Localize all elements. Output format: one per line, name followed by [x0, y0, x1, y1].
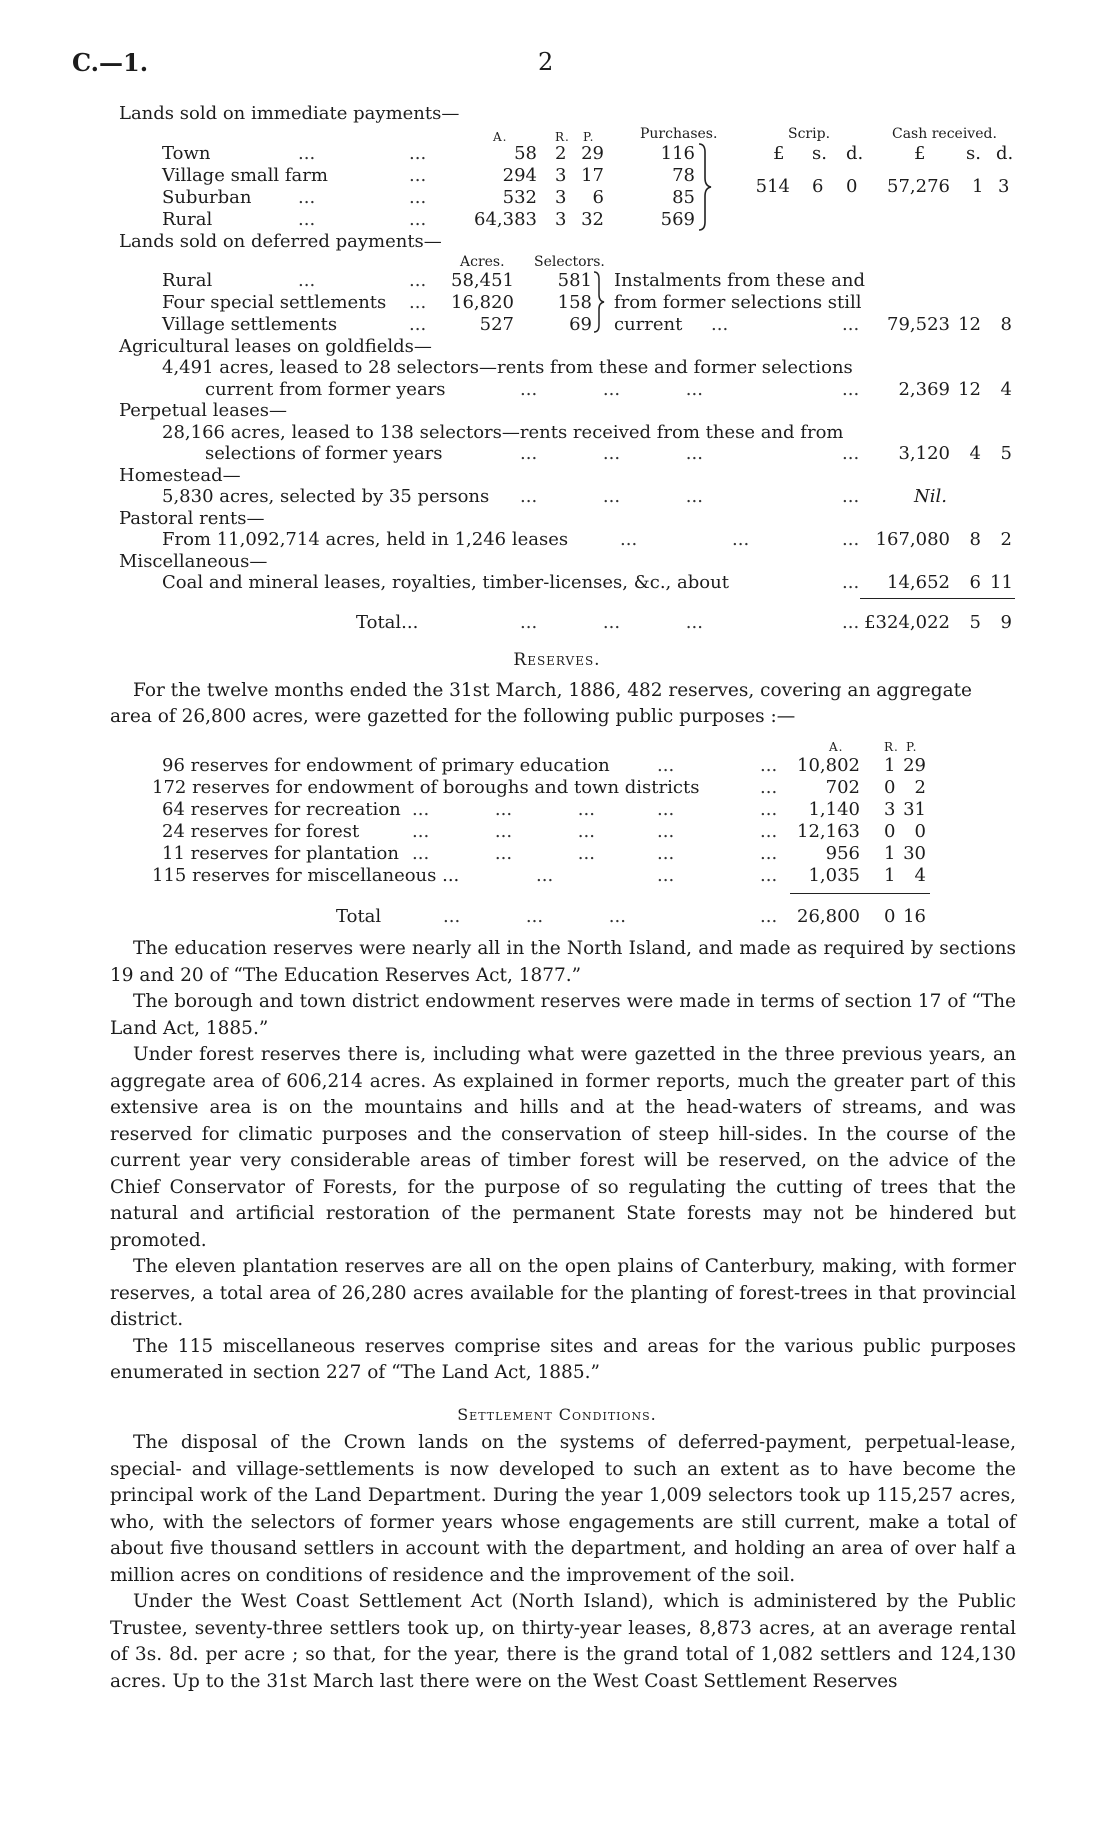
- leader-dots: ...: [760, 821, 778, 842]
- leader-dots: ...: [657, 755, 675, 776]
- row-label: 24 reserves for forest: [162, 821, 360, 842]
- row-label: Town: [162, 143, 211, 164]
- leader-dots: ...: [760, 843, 778, 864]
- acres: 12,163: [797, 821, 860, 842]
- purchases: 116: [660, 143, 695, 164]
- acres: 527: [479, 314, 514, 335]
- total-pence: 9: [1000, 612, 1012, 633]
- perches: 4: [914, 865, 926, 886]
- deferred-note-2: from former selections still: [614, 292, 862, 313]
- leader-dots: ... ... ...: [520, 486, 703, 507]
- leader-dots: ...: [842, 314, 860, 335]
- paragraph: The 115 miscellaneous reserves comprise sites and areas for the various public purposes enumerated in section 227 of “The Land Act, 1885.”: [110, 1335, 1016, 1383]
- acres: 702: [825, 777, 860, 798]
- row-label: Suburban: [162, 187, 252, 208]
- misc-pence: 11: [990, 572, 1013, 593]
- leader-dots: ...: [409, 314, 427, 335]
- leader-dots: ...: [842, 572, 860, 593]
- total-label: Total...: [356, 612, 419, 633]
- leader-dots: ...: [409, 209, 427, 230]
- page-number: 2: [538, 48, 554, 76]
- res-col-p: P.: [906, 740, 918, 754]
- col-scrip: Scrip.: [788, 126, 831, 142]
- agricultural-line2: current from former years: [205, 379, 446, 400]
- perpetual-title: Perpetual leases—: [119, 400, 288, 421]
- reserves-total-roods: 0: [884, 906, 896, 927]
- body-paragraphs: [110, 936, 1016, 1387]
- perches: 32: [581, 209, 604, 230]
- perches: 2: [914, 777, 926, 798]
- total-pounds: £324,022: [864, 612, 950, 633]
- misc-line1: Coal and mineral leases, royalties, timber-licenses, &c., about: [162, 572, 729, 593]
- scrip-pence: d.: [846, 143, 864, 164]
- deferred-note-3: current: [614, 314, 683, 335]
- reserves-total-label: Total: [336, 906, 382, 927]
- perches: 6: [592, 187, 604, 208]
- misc-shillings: 6: [969, 572, 981, 593]
- homestead-amount: Nil.: [914, 486, 947, 507]
- leader-dots: ... ... ...: [412, 843, 595, 864]
- deferred-pence: 8: [1000, 314, 1012, 335]
- leader-dots: ...: [620, 529, 638, 550]
- perpetual-shillings: 4: [969, 443, 981, 464]
- row-label: 11 reserves for plantation: [162, 843, 399, 864]
- row-label: 172 reserves for endowment of boroughs and town districts: [152, 777, 700, 798]
- leader-dots: ... ... ...: [520, 443, 703, 464]
- leader-dots: ...: [298, 209, 316, 230]
- leader-dots: ... ... ...: [520, 379, 703, 400]
- scrip-pence-val: 0: [846, 176, 858, 197]
- misc-title: Miscellaneous—: [119, 551, 268, 572]
- immediate-title: Lands sold on immediate payments—: [119, 103, 460, 124]
- selectors: 69: [569, 314, 592, 335]
- pastoral-title: Pastoral rents—: [119, 508, 265, 529]
- acres: 58,451: [451, 270, 514, 291]
- row-label: Rural: [162, 209, 213, 230]
- leader-dots: ...: [298, 270, 316, 291]
- deferred-pounds: 79,523: [887, 314, 950, 335]
- leader-dots: ...: [409, 187, 427, 208]
- acres: 64,383: [474, 209, 537, 230]
- roods: 2: [555, 143, 567, 164]
- pastoral-pence: 2: [1000, 529, 1012, 550]
- leader-dots: ...: [760, 865, 778, 886]
- agricultural-title: Agricultural leases on goldfields—: [119, 336, 432, 357]
- roods: 3: [555, 187, 567, 208]
- reserves-total-perches: 16: [903, 906, 926, 927]
- agricultural-line1: 4,491 acres, leased to 28 selectors—rents from these and former selections: [162, 357, 853, 378]
- leader-dots: ...: [409, 143, 427, 164]
- row-label: 64 reserves for recreation: [162, 799, 401, 820]
- leader-dots: ... ... ...: [412, 821, 595, 842]
- paragraph: The eleven plantation reserves are all on the open plains of Canterbury, making, with former reserves, a total area of 26,280 acres available for the planting of forest-trees in that provincial district.: [110, 1256, 1016, 1330]
- leader-dots: ...: [842, 486, 860, 507]
- reserves-intro-2: area of 26,800 acres, were gazetted for the following public purposes :—: [110, 706, 796, 727]
- leader-dots: ...: [657, 843, 675, 864]
- paragraph: The disposal of the Crown lands on the systems of deferred-payment, perpetual-lease, special- and village-settlements is now developed to such an extent as to have become the principal work of the Land Department. During the year 1,009 selectors took up 115,257 acres, who, with the selectors of former years whose engagements are still current, make a total of about five thousand settlers in account with the department, and holding an area of over half a million acres on conditions of residence and the improvement of the soil.: [110, 1432, 1016, 1586]
- leader-dots: ...: [732, 529, 750, 550]
- res-col-a: A.: [829, 740, 844, 754]
- row-label: Rural: [162, 270, 213, 291]
- total-rule: [860, 598, 1015, 599]
- row-label: Village settlements: [162, 314, 338, 335]
- acres: 532: [502, 187, 537, 208]
- col-p: P.: [583, 130, 595, 144]
- homestead-line1: 5,830 acres, selected by 35 persons: [162, 486, 490, 507]
- reserves-total-rule: [790, 893, 930, 894]
- leader-dots: ...: [842, 379, 860, 400]
- pastoral-shillings: 8: [969, 529, 981, 550]
- leader-dots: ...: [536, 865, 554, 886]
- total-shillings: 5: [969, 612, 981, 633]
- leader-dots: ...: [842, 443, 860, 464]
- roods: 3: [884, 799, 896, 820]
- homestead-title: Homestead—: [119, 465, 241, 486]
- perches: 30: [903, 843, 926, 864]
- paragraph: The education reserves were nearly all in the North Island, and made as required by sections 19 and 20 of “The Education Reserves Act, 1877.”: [110, 938, 1016, 986]
- leader-dots: ...: [657, 821, 675, 842]
- purchases: 78: [672, 165, 695, 186]
- reserves-total-acres: 26,800: [797, 906, 860, 927]
- leader-dots: ...: [409, 165, 427, 186]
- roods: 1: [884, 755, 896, 776]
- pastoral-line1: From 11,092,714 acres, held in 1,246 leases: [162, 529, 569, 550]
- leader-dots: ...: [409, 270, 427, 291]
- selectors: 581: [557, 270, 592, 291]
- settlement-heading: Settlement Conditions.: [457, 1405, 657, 1424]
- paragraph: The borough and town district endowment reserves were made in terms of section 17 of “The Land Act, 1885.”: [110, 991, 1016, 1039]
- cash-pounds: 57,276: [887, 176, 950, 197]
- perpetual-pounds: 3,120: [898, 443, 950, 464]
- perpetual-pence: 5: [1000, 443, 1012, 464]
- roods: 1: [884, 865, 896, 886]
- deferred-title: Lands sold on deferred payments—: [119, 231, 442, 252]
- col-purchases: Purchases.: [640, 126, 718, 142]
- acres: 956: [825, 843, 860, 864]
- leader-dots: ...: [409, 292, 427, 313]
- leader-dots: ... ... ...: [443, 906, 626, 927]
- acres: 16,820: [451, 292, 514, 313]
- perches: 29: [581, 143, 604, 164]
- agricultural-pounds: 2,369: [898, 379, 950, 400]
- leader-dots: ...: [298, 143, 316, 164]
- deferred-shillings: 12: [958, 314, 981, 335]
- leader-dots: ...: [657, 865, 675, 886]
- purchases: 569: [660, 209, 695, 230]
- col-selectors: Selectors.: [534, 254, 605, 270]
- paragraph: Under the West Coast Settlement Act (North Island), which is administered by the Public Trustee, seventy-three settlers took up, on thirty-year leases, 8,873 acres, at an average rental of 3s. 8d. per acre ; so that, for the year, there is the grand total of 1,082 settlers and 124,130 acres. Up to the 31st March last there were on the West Coast Settlement Reserves: [110, 1591, 1016, 1692]
- document-reference: C.—1.: [72, 48, 149, 77]
- perpetual-line1: 28,166 acres, leased to 138 selectors—rents received from these and from: [162, 422, 844, 443]
- perches: 29: [903, 755, 926, 776]
- leader-dots: ...: [657, 799, 675, 820]
- acres: 1,035: [808, 865, 860, 886]
- col-a: A.: [493, 130, 508, 144]
- cash-pence-val: 3: [998, 176, 1010, 197]
- selectors: 158: [557, 292, 592, 313]
- roods: 0: [884, 821, 896, 842]
- perches: 0: [914, 821, 926, 842]
- cash-shillings: 1: [972, 176, 984, 197]
- leader-dots: ...: [760, 777, 778, 798]
- leader-dots: ...: [842, 529, 860, 550]
- row-label: 96 reserves for endowment of primary education: [162, 755, 610, 776]
- scrip-shilling: s.: [812, 143, 827, 164]
- roods: 3: [555, 165, 567, 186]
- reserves-intro-1: For the twelve months ended the 31st March, 1886, 482 reserves, covering an aggregate: [133, 680, 973, 701]
- deferred-note-1: Instalments from these and: [614, 270, 865, 291]
- col-r: R.: [555, 130, 570, 144]
- leader-dots: ... ... ...: [520, 612, 703, 633]
- selectors-brace: [592, 268, 608, 336]
- agricultural-pence: 4: [1000, 379, 1012, 400]
- row-label: 115 reserves for miscellaneous ...: [152, 865, 460, 886]
- purchases-brace: [697, 140, 715, 234]
- roods: 1: [884, 843, 896, 864]
- leader-dots: ...: [711, 314, 729, 335]
- col-cash: Cash received.: [892, 126, 997, 142]
- scrip-shillings: 6: [812, 176, 824, 197]
- reserves-heading: Reserves.: [513, 650, 601, 670]
- acres: 294: [502, 165, 537, 186]
- scrip-pound: £: [773, 143, 785, 164]
- leader-dots: ... ... ...: [412, 799, 595, 820]
- leader-dots: ...: [298, 187, 316, 208]
- pastoral-pounds: 167,080: [875, 529, 950, 550]
- purchases: 85: [672, 187, 695, 208]
- cash-shilling: s.: [966, 143, 981, 164]
- leader-dots: ...: [760, 799, 778, 820]
- perches: 31: [903, 799, 926, 820]
- acres: 10,802: [797, 755, 860, 776]
- scrip-pounds: 514: [755, 176, 790, 197]
- cash-pence: d.: [996, 143, 1014, 164]
- perches: 17: [581, 165, 604, 186]
- misc-pounds: 14,652: [887, 572, 950, 593]
- agricultural-shillings: 12: [958, 379, 981, 400]
- acres: 1,140: [808, 799, 860, 820]
- col-acres: Acres.: [460, 254, 505, 270]
- roods: 0: [884, 777, 896, 798]
- acres: 58: [514, 143, 537, 164]
- leader-dots: ...: [760, 755, 778, 776]
- settlement-paragraphs: [110, 1430, 1016, 1695]
- leader-dots: ...: [760, 906, 778, 927]
- row-label: Four special settlements: [162, 292, 387, 313]
- cash-pound: £: [914, 143, 926, 164]
- leader-dots: ...: [842, 612, 860, 633]
- paragraph: Under forest reserves there is, including what were gazetted in the three previous years, an aggregate area of 606,214 acres. As explained in former reports, much the greater part of this extensive area is on the mountains and hills and at the head-waters of streams, and was reserved for climatic purposes and the conservation of steep hill-sides. In the course of the current year very considerable areas of timber forest will be reserved, on the advice of the Chief Conservator of Forests, for the purpose of so regulating the cutting of trees that the natural and artificial restoration of the permanent State forests may not be hindered but promoted.: [110, 1044, 1016, 1251]
- row-label: Village small farm: [162, 165, 328, 186]
- perpetual-line2: selections of former years: [205, 443, 443, 464]
- roods: 3: [555, 209, 567, 230]
- res-col-r: R.: [884, 740, 899, 754]
